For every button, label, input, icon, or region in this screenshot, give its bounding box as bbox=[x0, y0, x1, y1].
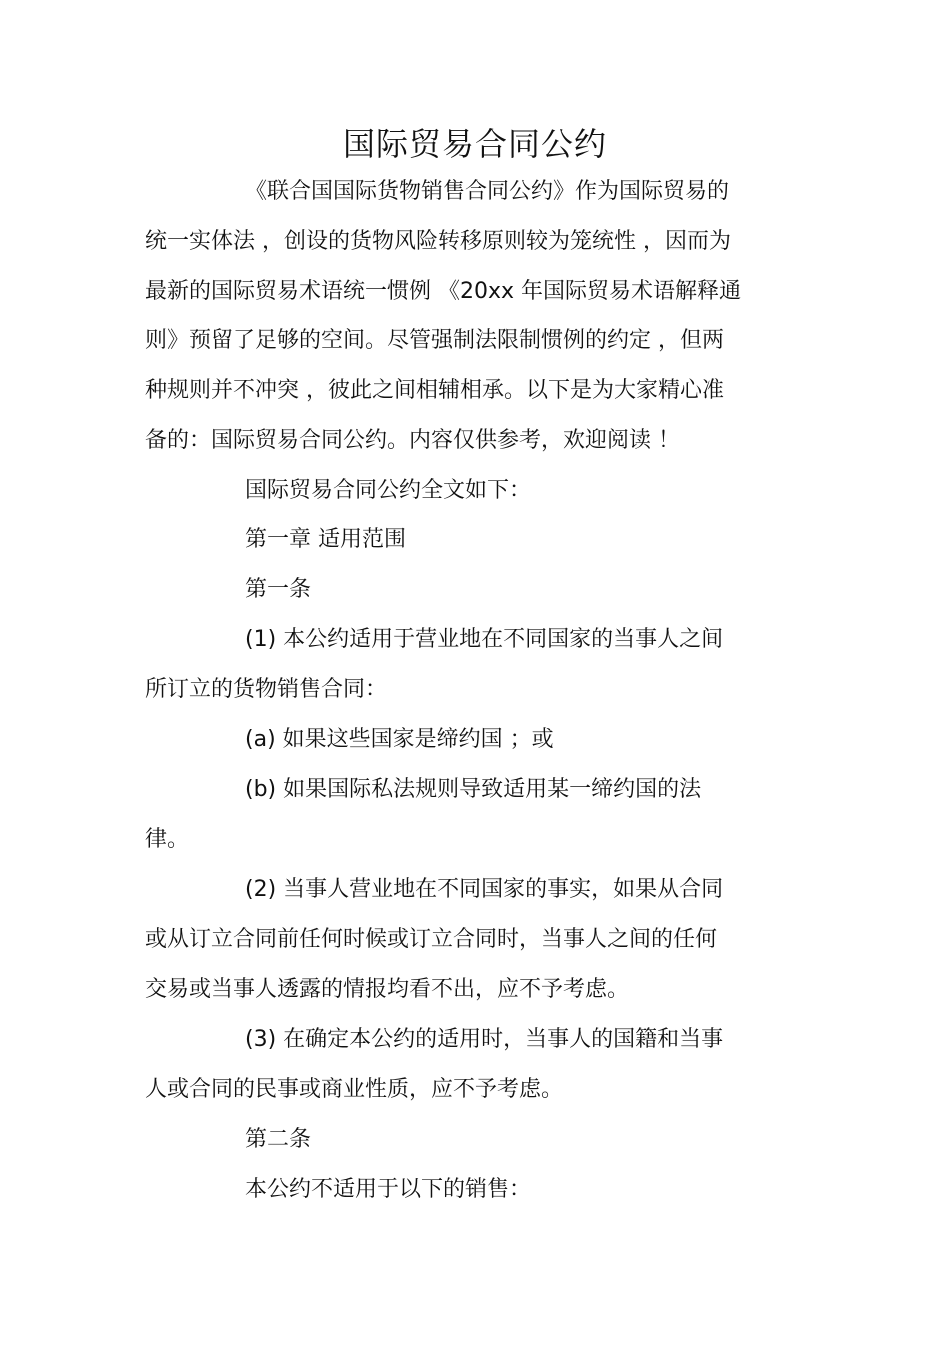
body-line: 则》预留了足够的空间。尽管强制法限制惯例的约定 ，但两 bbox=[145, 328, 724, 353]
body-line: 统一实体法 ，创设的货物风险转移原则较为笼统性 ，因而为 bbox=[145, 229, 731, 254]
body-line: 最新的国际贸易术语统一惯例 《20xx 年国际贸易术语解释通 bbox=[145, 279, 742, 304]
body-line: 或从订立合同前任何时候或订立合同时，当事人之间的任何 bbox=[145, 927, 718, 952]
body-line: (b) 如果国际私法规则导致适用某一缔约国的法 bbox=[245, 777, 702, 802]
section-intro: 国际贸易合同公约全文如下： bbox=[245, 478, 532, 503]
body-line: 交易或当事人透露的情报均看不出，应不予考虑。 bbox=[145, 977, 630, 1002]
body-line: 所订立的货物销售合同： bbox=[145, 677, 388, 702]
article-heading: 第二条 bbox=[245, 1127, 312, 1152]
body-line: 本公约不适用于以下的销售： bbox=[245, 1177, 532, 1202]
body-line: 人或合同的民事或商业性质，应不予考虑。 bbox=[145, 1077, 564, 1102]
body-line: (a) 如果这些国家是缔约国 ；或 bbox=[245, 727, 554, 752]
body-line: (3) 在确定本公约的适用时，当事人的国籍和当事 bbox=[245, 1027, 724, 1052]
body-line: 备的：国际贸易合同公约。内容仅供参考，欢迎阅读 ！ bbox=[145, 428, 680, 453]
body-line: 律。 bbox=[145, 827, 190, 852]
chapter-heading: 第一章 适用范围 bbox=[245, 527, 406, 552]
article-heading: 第一条 bbox=[245, 577, 312, 602]
body-line: 种规则并不冲突 ，彼此之间相辅相承。以下是为大家精心准 bbox=[145, 378, 724, 403]
document-title: 国际贸易合同公约 bbox=[342, 125, 607, 163]
body-line: (2) 当事人营业地在不同国家的事实，如果从合同 bbox=[245, 877, 724, 902]
body-line: 《联合国国际货物销售合同公约》作为国际贸易的 bbox=[245, 179, 730, 204]
body-line: (1) 本公约适用于营业地在不同国家的当事人之间 bbox=[245, 627, 724, 652]
